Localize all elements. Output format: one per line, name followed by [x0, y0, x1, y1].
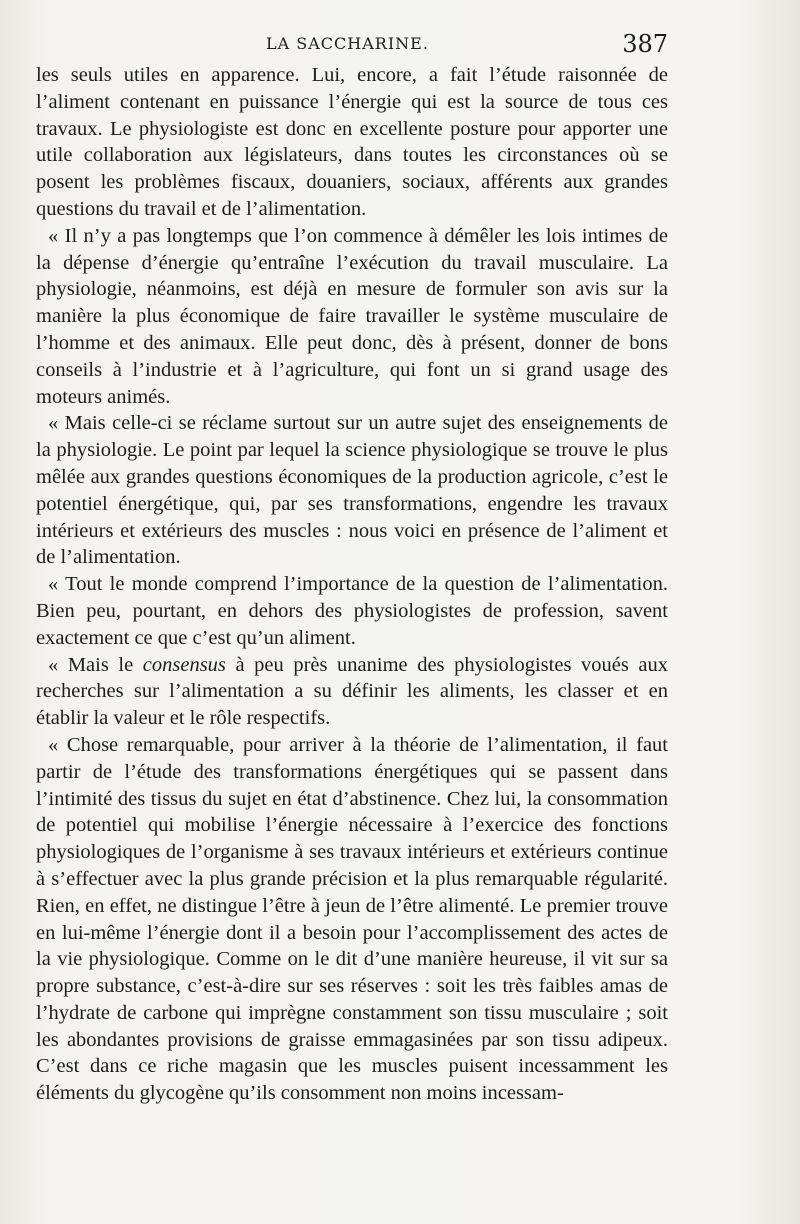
running-header [36, 30, 668, 58]
paragraph-6: « Chose remarquable, pour arriver à la théorie de l’alimentation, il faut partir de l’étude des transformations énergétiques qui se passent dans l’intimité des tissus du sujet en état d’abstinence. Chez lui, la consommation de potentiel qui mobilise l’énergie nécessaire à l’exercice des fonctions physiologiques de l’organisme à ses travaux intérieurs et extérieurs continue à s’effectuer avec la plus grande précision et la plus remarquable régularité. Rien, en effet, ne distingue l’être à jeun de l’être alimenté. Le premier trouve en lui-même l’énergie dont il a besoin pour l’accomplissement des actes de la vie physiologique. Comme on le dit d’une manière heureuse, il vit sur sa propre substance, c’est-à-dire sur ses réserves : soit les très faibles amas de l’hydrate de carbone qui imprègne constamment son tissu musculaire ; soit les abondantes provisions de graisse emmagasinées par son tissu adipeux. C’est dans ce riche magasin que les muscles puisent incessamment les éléments du glycogène qu’ils consomment non moins incessam- [36, 733, 668, 1105]
paragraph-5 [36, 652, 668, 732]
paragraph-5-italic: consensus [142, 653, 226, 676]
paragraph-3: « Mais celle-ci se réclame surtout sur un autre sujet des enseignements de la physiologie. Le point par lequel la science physiologique se trouve le plus mêlée aux grandes questions économiques de la production agricole, c’est le potentiel énergétique, qui, par ses transformations, engendre les travaux intérieurs et extérieurs des muscles : nous voici en présence de l’aliment et de l’alimentation. [36, 412, 668, 569]
paragraph-4: « Tout le monde comprend l’importance de la question de l’alimentation. Bien peu, pourtant, en dehors des physiologistes de profession, savent exactement ce que c’est qu’un aliment. [36, 573, 668, 649]
paragraph-2: « Il n’y a pas longtemps que l’on commence à démêler les lois intimes de la dépense d’énergie qu’entraîne l’exécution du travail musculaire. La physiologie, néanmoins, est déjà en mesure de formuler son avis sur la manière la plus économique de faire travailler le système musculaire de l’homme et des animaux. Elle peut donc, dès à présent, donner de bons conseils à l’industrie et à l’agriculture, qui font un si grand usage des moteurs animés. [36, 224, 668, 408]
page-number: 387 [622, 30, 668, 58]
body-text [36, 62, 668, 1107]
paragraph-5-start: « Mais le [48, 653, 143, 676]
running-title: LA SACCHARINE. [266, 34, 429, 53]
paragraph-1: les seuls utiles en apparence. Lui, encore, a fait l’étude raisonnée de l’aliment contenant en puissance l’énergie qui est la source de tous ces travaux. Le physiologiste est donc en excellente posture pour apporter une utile collaboration aux législateurs, dans toutes les circonstances où se posent les problèmes fiscaux, douaniers, sociaux, afférents aux grandes questions du travail et de l’alimentation. [36, 64, 668, 220]
paragraph-5-end: à peu près unanime des physiologistes voués aux recherches sur l’alimentation a su définir les aliments, les classer et en établir la valeur et le rôle respectifs. [36, 653, 668, 730]
